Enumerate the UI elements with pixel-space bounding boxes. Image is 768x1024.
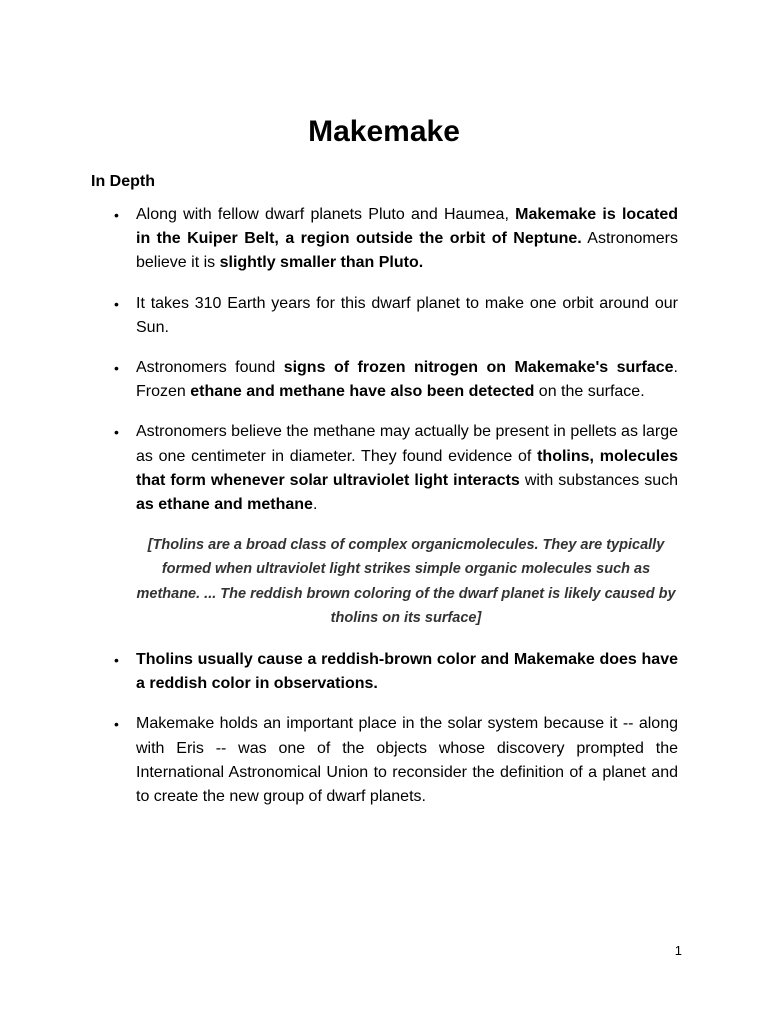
bullet-item	[0, 712, 768, 809]
bullet-item	[0, 420, 768, 517]
text-segment: Astronomers believe the methane may actually be present in pellets as large as one centimeter in diameter. They found evidence of	[136, 423, 678, 465]
text-segment: It takes 310 Earth years for this dwarf planet to make one orbit around our Sun.	[136, 294, 678, 336]
text-segment: Along with fellow dwarf planets Pluto and Haumea,	[136, 206, 516, 223]
section-heading: In Depth	[91, 173, 155, 190]
text-segment: with substances such	[519, 471, 678, 489]
bullet-item	[0, 356, 768, 404]
text-segment: Astronomers believe it is	[136, 230, 678, 272]
text-segment: Makemake holds an important place in the solar system because it -- along with Eris -- was one of the objects whose discovery prompted the International Astronomical Union to reconsider the definition of a planet and to create the new group of dwarf planets.	[136, 715, 678, 806]
bullet-item	[0, 648, 768, 696]
bold-text-segment: Makemake is located in the Kuiper Belt, a region outside the orbit of Neptune.	[136, 206, 678, 248]
bullet-item	[0, 203, 768, 276]
bold-text-segment: signs of frozen nitrogen on Makemake's surface	[283, 359, 674, 377]
bold-text-segment: slightly smaller than Pluto.	[219, 254, 424, 272]
bold-text-segment: Tholins usually cause a reddish-brown color and Makemake does have a reddish color in observations.	[136, 651, 678, 693]
text-segment: Astronomers found	[136, 359, 284, 377]
bold-text-segment: tholins, molecules that form whenever solar ultraviolet light interacts	[136, 447, 678, 489]
bullet-group-after-quote	[0, 648, 768, 809]
bold-text-segment: as ethane and methane	[136, 496, 313, 514]
bullet-marker: •	[114, 716, 119, 733]
bold-text-segment: ethane and methane have also been detected	[190, 383, 535, 401]
text-segment: . Frozen	[136, 359, 678, 401]
bullet-item	[0, 292, 768, 340]
tholins-quote: [Tholins are a broad class of complex organicmolecules. They are typically formed when ultraviolet light strikes simple organic molecules such as methane. ... The reddish brown coloring of the dwarf planet is likely caused by tholins on its surface]	[136, 537, 676, 626]
text-segment: .	[312, 496, 318, 514]
text-segment: on the surface.	[534, 383, 645, 401]
page-title: Makemake	[308, 115, 460, 148]
bullet-marker: •	[114, 295, 119, 312]
bullet-marker: •	[114, 424, 119, 441]
bullet-marker: •	[114, 652, 119, 669]
bullet-list	[0, 203, 768, 825]
page-number: 1	[674, 943, 682, 958]
bullet-group-before-quote	[0, 203, 768, 517]
bullet-marker: •	[114, 207, 119, 223]
bullet-marker: •	[114, 360, 119, 377]
